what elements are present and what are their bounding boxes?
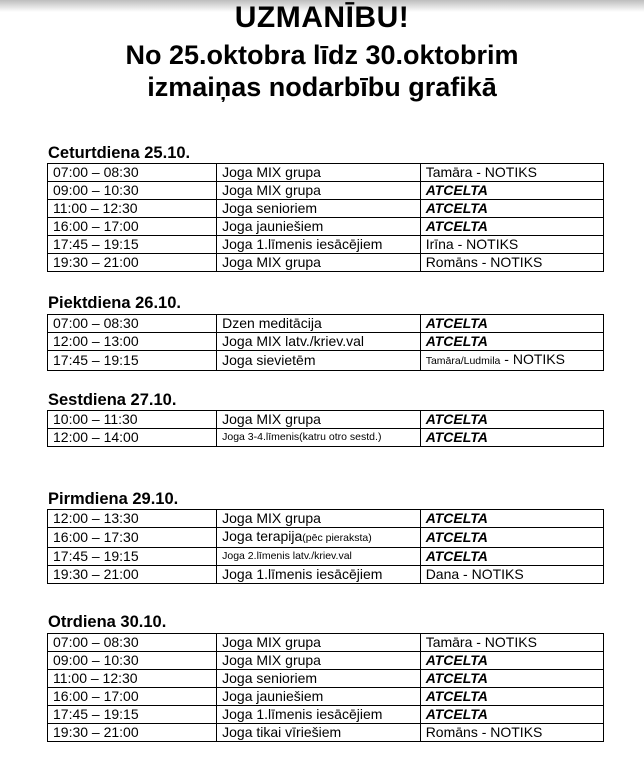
schedule-change-heading: izmaiņas nodarbību grafikā [147,72,497,102]
table-row [48,236,604,254]
time-cell: 19:30 – 21:00 [48,254,217,272]
status-cell: ATCELTA [420,688,603,706]
table-row [48,200,604,218]
status-cell: Romāns - NOTIKS [420,254,603,272]
class-cell: Dzen meditācija [217,315,421,333]
time-cell: 12:00 – 13:30 [48,510,217,528]
table-row [48,182,604,200]
table-row [48,688,604,706]
class-cell: Joga MIX grupa [217,652,421,670]
status-cell: Tamāra - NOTIKS [420,634,603,652]
day-title: Sestdiena 27.10. [48,391,177,409]
status-cell: ATCELTA [420,510,603,528]
time-cell: 09:00 – 10:30 [48,182,217,200]
table-row [48,351,604,371]
class-cell: Joga 1.līmenis iesācējiem [217,236,421,254]
class-cell: Joga 3-4.līmenis(katru otro sestd.) [217,429,421,447]
time-cell: 11:00 – 12:30 [48,200,217,218]
status-cell: Romāns - NOTIKS [420,724,603,742]
status-cell: ATCELTA [420,652,603,670]
class-cell: Joga MIX grupa [217,254,421,272]
class-cell: Joga MIX latv./kriev.val [217,333,421,351]
class-cell: Joga senioriem [217,200,421,218]
class-cell: Joga MIX grupa [217,634,421,652]
status-cell: ATCELTA [420,411,603,429]
table-row [48,634,604,652]
table-row [48,652,604,670]
class-cell: Joga MIX grupa [217,164,421,182]
date-range-heading: No 25.oktobra līdz 30.oktobrim [125,40,519,70]
day-title: Pirmdiena 29.10. [48,490,179,508]
schedule-table [47,633,604,742]
time-cell: 16:00 – 17:30 [48,528,217,548]
class-cell: Joga tikai vīriešiem [217,724,421,742]
class-cell: Joga jauniešiem [217,688,421,706]
class-cell: Joga jauniešiem [217,218,421,236]
time-cell: 12:00 – 14:00 [48,429,217,447]
table-row [48,315,604,333]
table-row [48,164,604,182]
status-cell: ATCELTA [420,333,603,351]
time-cell: 09:00 – 10:30 [48,652,217,670]
table-row [48,333,604,351]
time-cell: 16:00 – 17:00 [48,688,217,706]
status-cell: ATCELTA [420,670,603,688]
time-cell: 07:00 – 08:30 [48,164,217,182]
table-row [48,566,604,584]
time-cell: 17:45 – 19:15 [48,548,217,566]
time-cell: 17:45 – 19:15 [48,236,217,254]
day-title: Otrdiena 30.10. [48,613,167,631]
status-cell: ATCELTA [420,528,603,548]
class-cell: Joga MIX grupa [217,510,421,528]
table-row [48,510,604,528]
time-cell: 19:30 – 21:00 [48,566,217,584]
table-row [48,218,604,236]
class-cell: Joga 1.līmenis iesācējiem [217,706,421,724]
time-cell: 16:00 – 17:00 [48,218,217,236]
table-row [48,706,604,724]
table-row [48,724,604,742]
table-row [48,528,604,548]
time-cell: 10:00 – 11:30 [48,411,217,429]
table-row [48,411,604,429]
table-row [48,429,604,447]
class-cell: Joga sievietēm [217,351,421,371]
status-cell: ATCELTA [420,548,603,566]
status-text: - NOTIKS [500,351,565,367]
status-cell: Irīna - NOTIKS [420,236,603,254]
class-cell: Joga senioriem [217,670,421,688]
status-cell [420,351,603,371]
schedule-table [47,314,604,371]
class-cell: Joga MIX grupa [217,182,421,200]
time-cell: 12:00 – 13:00 [48,333,217,351]
day-title: Ceturtdiena 25.10. [48,144,191,162]
instructor-names: Tamāra/Ludmila [425,355,501,367]
time-cell: 07:00 – 08:30 [48,634,217,652]
time-cell: 11:00 – 12:30 [48,670,217,688]
class-cell [217,528,421,548]
status-cell: ATCELTA [420,315,603,333]
class-note: (pēc pieraksta) [302,532,372,544]
day-title: Piektdiena 26.10. [48,294,181,312]
notice-heading: UZMANĪBU! [234,1,410,34]
status-cell: ATCELTA [420,182,603,200]
status-cell: Tamāra - NOTIKS [420,164,603,182]
time-cell: 17:45 – 19:15 [48,351,217,371]
class-cell: Joga MIX grupa [217,411,421,429]
time-cell: 07:00 – 08:30 [48,315,217,333]
table-row [48,670,604,688]
status-cell: Dana - NOTIKS [420,566,603,584]
status-cell: ATCELTA [420,706,603,724]
table-row [48,548,604,566]
time-cell: 19:30 – 21:00 [48,724,217,742]
status-cell: ATCELTA [420,200,603,218]
status-cell: ATCELTA [420,429,603,447]
class-name: Joga terapija [222,528,303,544]
time-cell: 17:45 – 19:15 [48,706,217,724]
table-row [48,254,604,272]
class-cell: Joga 1.līmenis iesācējiem [217,566,421,584]
status-cell: ATCELTA [420,218,603,236]
schedule-table [47,410,604,447]
class-cell: Joga 2.līmenis latv./kriev.val [217,548,421,566]
schedule-table [47,509,604,584]
schedule-table [47,163,604,272]
